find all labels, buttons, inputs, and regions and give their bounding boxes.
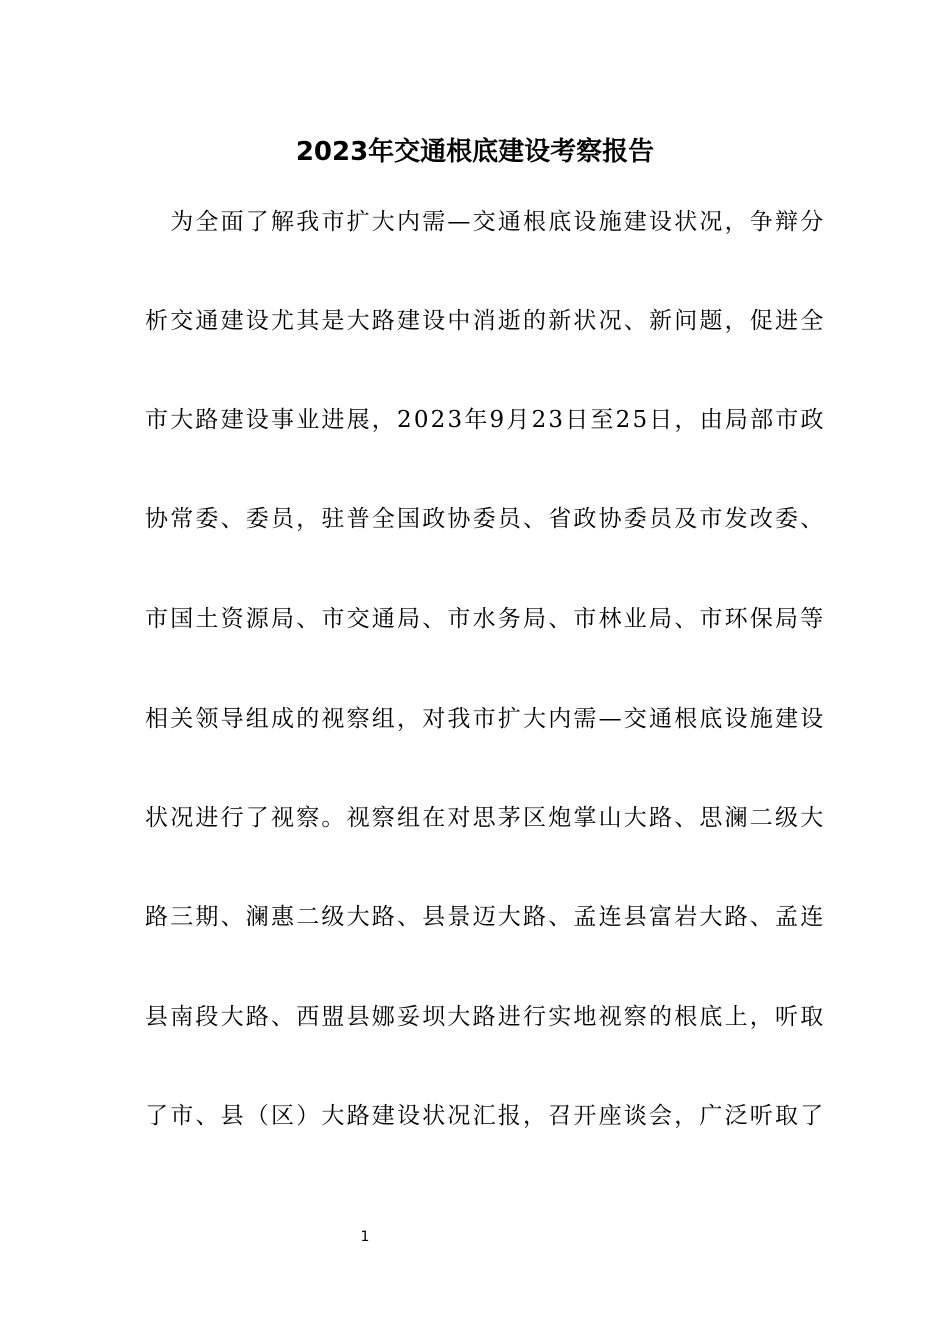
- body-line-10: 了市、县（区）大路建设状况汇报，召开座谈会，广泛听取了: [145, 1103, 826, 1129]
- body-line-2: 析交通建设尤其是大路建设中消逝的新状况、新问题，促进全: [145, 308, 826, 334]
- body-line-8: 路三期、澜惠二级大路、县景迈大路、孟连县富岩大路、孟连: [145, 904, 826, 930]
- body-line-7: 状况进行了视察。视察组在对思茅区炮掌山大路、思澜二级大: [145, 805, 826, 831]
- body-line-5: 市国土资源局、市交通局、市水务局、市林业局、市环保局等: [145, 606, 826, 632]
- body-line-1: 为全面了解我市扩大内需—交通根底设施建设状况，争辩分: [145, 209, 826, 235]
- body-line-9: 县南段大路、西盟县娜妥坝大路进行实地视察的根底上，听取: [145, 1004, 826, 1030]
- body-line-6: 相关领导组成的视察组，对我市扩大内需—交通根底设施建设: [145, 706, 826, 732]
- body-line-4: 协常委、委员，驻普全国政协委员、省政协委员及市发改委、: [145, 506, 826, 532]
- document-title: 2023年交通根底建设考察报告: [295, 137, 655, 167]
- body-line-3: 市大路建设事业进展，2023年9月23日至25日，由局部市政: [145, 407, 826, 433]
- page-number: 1: [360, 1229, 370, 1245]
